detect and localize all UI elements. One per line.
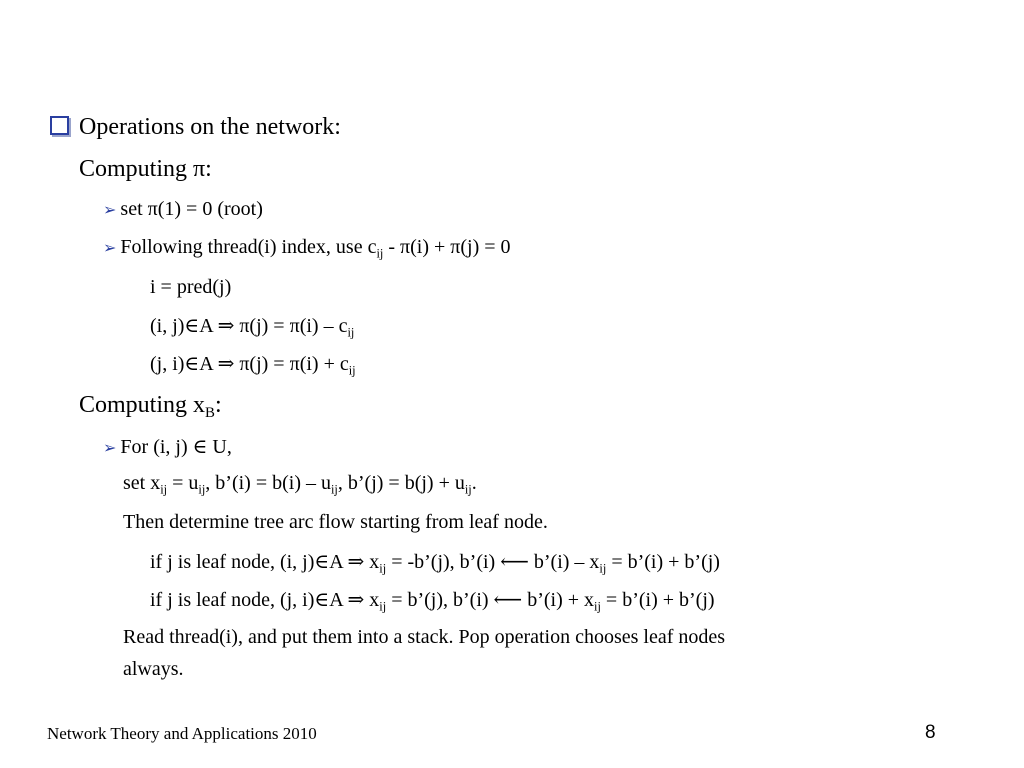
leaf2-c: = b’(i) + b’(j) [600,589,715,611]
computing-xb-text: Computing x [79,392,206,418]
for-u-item [103,434,232,459]
leaf2-b: = b’(j), b’(i) ⟵ b’(i) + x [386,589,595,611]
page-number: 8 [925,722,936,743]
footer-text: Network Theory and Applications 2010 [47,724,317,743]
set-x-line [123,472,477,495]
set-root-item [103,198,263,221]
thread-sub: ij [376,246,384,261]
thread-item [103,236,511,259]
set-x-sub2: ij [198,482,206,497]
read-text-2: always. [123,658,184,680]
computing-xb-heading [79,392,222,422]
read-text-1: Read thread(i), and put them into a stack. Pop operation chooses leaf nodes [123,626,726,648]
main-bullet-text: Operations on the network: [79,114,341,140]
arrow-bullet-icon: ➢ [103,238,117,257]
set-x-sub3: ij [330,482,338,497]
leaf1-sub2: ij [599,561,607,576]
arrow-bullet-icon: ➢ [103,200,117,219]
set-x-a: set x [123,472,161,494]
set-x-sub4: ij [464,482,472,497]
leaf1-b: = -b’(j), b’(i) ⟵ b’(i) – x [386,551,600,573]
case1-sub: ij [347,325,355,340]
checkbox-bullet-icon [50,116,69,135]
for-u-text: For (i, j) ∈ U, [120,436,232,458]
read-line-1 [123,626,725,649]
case2-text: (j, i)∈A ⇒ π(j) = π(i) + c [150,353,349,375]
set-x-sub1: ij [160,482,168,497]
computing-pi-text: Computing π: [79,156,212,182]
leaf1-c: = b’(i) + b’(j) [606,551,720,573]
computing-xb-tail: : [214,392,222,418]
leaf2-sub2: ij [594,599,601,614]
set-x-d: , b’(j) = b(j) + u [337,472,465,494]
computing-pi-heading [79,156,212,183]
set-x-c: , b’(i) = b(i) – u [205,472,331,494]
leaf1-a: if j is leaf node, (i, j)∈A ⇒ x [150,551,380,573]
leaf2-line [150,587,715,612]
pred-text: i = pred(j) [150,276,232,298]
thread-text: Following thread(i) index, use c [120,236,377,258]
leaf1-line [150,549,720,574]
set-x-e: . [471,472,477,494]
case1-line [150,313,354,338]
computing-xb-sub: B [205,405,215,422]
leaf2-a: if j is leaf node, (j, i)∈A ⇒ x [150,589,380,611]
main-bullet [50,114,341,141]
read-line-2 [123,658,184,681]
set-root-text: set π(1) = 0 (root) [120,198,263,220]
pred-line [150,276,231,299]
leaf2-sub1: ij [379,599,387,614]
arrow-bullet-icon: ➢ [103,438,117,457]
case2-sub: ij [348,363,356,378]
thread-text-post: - π(i) + π(j) = 0 [383,236,511,258]
leaf1-sub1: ij [379,561,387,576]
then-line [123,511,548,534]
case1-text: (i, j)∈A ⇒ π(j) = π(i) – c [150,315,348,337]
case2-line [150,351,356,376]
set-x-b: = u [167,472,199,494]
then-text: Then determine tree arc flow starting from leaf node. [123,511,548,533]
